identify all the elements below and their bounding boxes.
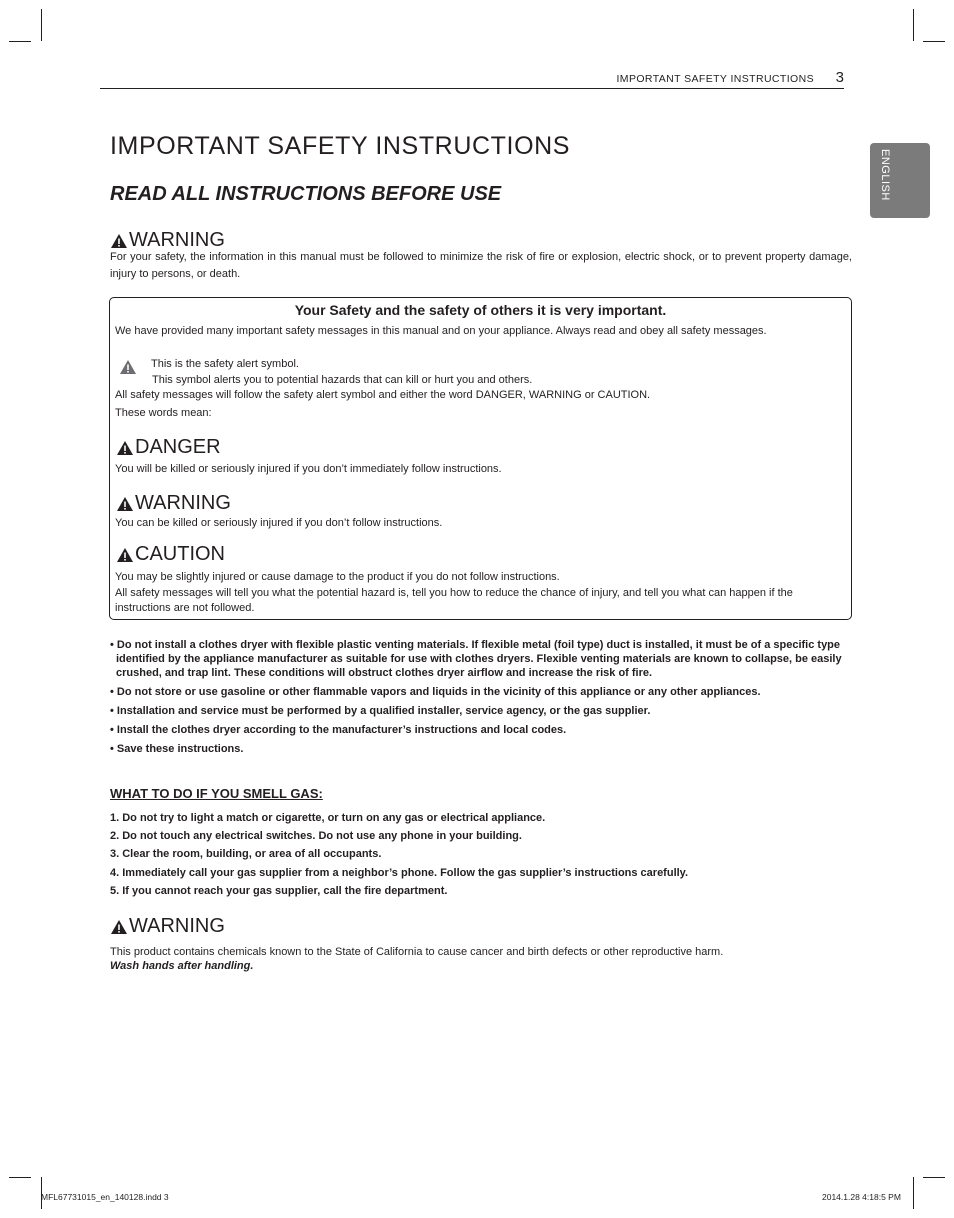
caution-heading: [116, 543, 225, 566]
list-item: 2. Do not touch any electrical switches. Do not use any phone in your building.: [110, 830, 522, 843]
safety-alert-icon: [119, 359, 137, 375]
caution-heading-text: CAUTION: [135, 543, 225, 565]
page-number: 3: [835, 69, 844, 86]
warning-intro-text: For your safety, the information in this manual must be followed to minimize the risk of fire or explosion, electric shock, or to prevent property damage, injury to persons, or death.: [110, 251, 852, 280]
prop65-warning-note: Wash hands after handling.: [110, 960, 254, 972]
prop65-warning-heading-text: WARNING: [129, 915, 225, 937]
list-item: 1. Do not try to light a match or cigarette, or turn on any gas or electrical appliance.: [110, 812, 546, 824]
safety-bullet-list: [110, 638, 845, 761]
list-item: 3. Clear the room, building, or area of all occupants.: [110, 848, 382, 861]
list-item: • Install the clothes dryer according to the manufacturer’s instructions and local codes.: [110, 724, 567, 736]
crop-mark: [9, 41, 31, 42]
symbol-description-2: This symbol alerts you to potential hazards that can kill or hurt you and others.: [152, 374, 533, 386]
prop65-warning-heading: [110, 915, 225, 938]
list-item: • Installation and service must be performed by a qualified installer, service agency, or the gas supplier.: [110, 705, 651, 717]
gas-steps-list: [110, 811, 688, 902]
warning-triangle-icon: [116, 496, 134, 512]
caution-triangle-icon: [116, 547, 134, 563]
warning-box-heading-text: WARNING: [135, 492, 231, 514]
warning-triangle-icon: [110, 919, 128, 935]
warning-heading-text: WARNING: [129, 229, 225, 251]
warning-triangle-icon: [110, 233, 128, 249]
safety-box-intro: We have provided many important safety messages in this manual and on your appliance. Always read and obey all safety messages.: [115, 325, 767, 337]
safety-box-closing: All safety messages will tell you what the potential hazard is, tell you how to reduce the chance of injury, and tell you what can happen if the instructions are not followed.: [115, 587, 793, 614]
running-header: [100, 70, 844, 89]
words-mean: These words mean:: [115, 407, 212, 419]
page-subtitle: READ ALL INSTRUCTIONS BEFORE USE: [110, 183, 502, 205]
warning-box-text: You can be killed or seriously injured if you don’t follow instructions.: [115, 517, 443, 529]
footer-timestamp: 2014.1.28 4:18:5 PM: [822, 1192, 901, 1202]
gas-section-heading: WHAT TO DO IF YOU SMELL GAS:: [110, 786, 323, 801]
list-item: • Save these instructions.: [110, 743, 244, 755]
crop-mark: [41, 9, 42, 41]
running-header-title: IMPORTANT SAFETY INSTRUCTIONS: [616, 73, 814, 85]
list-item: • Do not install a clothes dryer with flexible plastic venting materials. If flexible metal (foil type) duct is installed, it must be of a specific type identified by the appliance manufacturer as suitable for use with clothes dryers. Flexible venting materials are known to collapse, be easily crushed, and trap lint. These conditions will obstruct clothes dryer airflow and increase the risk of fire.: [110, 639, 842, 679]
language-tab[interactable]: [870, 143, 930, 218]
danger-heading: [116, 436, 221, 459]
symbol-description-1: This is the safety alert symbol.: [151, 358, 299, 370]
danger-heading-text: DANGER: [135, 436, 221, 458]
footer-file: MFL67731015_en_140128.indd 3: [41, 1192, 169, 1202]
safety-message-box: [109, 297, 852, 620]
page-title: IMPORTANT SAFETY INSTRUCTIONS: [110, 132, 571, 160]
danger-triangle-icon: [116, 440, 134, 456]
warning-box-heading: [116, 492, 231, 515]
follow-line: All safety messages will follow the safety alert symbol and either the word DANGER, WARNING or CAUTION.: [115, 389, 651, 401]
crop-mark: [9, 1177, 31, 1178]
language-tab-label: ENGLISH: [879, 149, 891, 201]
list-item: • Do not store or use gasoline or other flammable vapors and liquids in the vicinity of this appliance or any other appliances.: [110, 686, 761, 698]
prop65-warning-text: This product contains chemicals known to the State of California to cause cancer and birth defects or other reproductive harm.: [110, 946, 724, 958]
list-item: 5. If you cannot reach your gas supplier, call the fire department.: [110, 884, 448, 897]
danger-text: You will be killed or seriously injured if you don’t immediately follow instructions.: [115, 463, 502, 475]
crop-mark: [923, 1177, 945, 1178]
crop-mark: [923, 41, 945, 42]
caution-text: You may be slightly injured or cause damage to the product if you do not follow instructions.: [115, 571, 560, 583]
crop-mark: [913, 1177, 914, 1209]
crop-mark: [913, 9, 914, 41]
safety-box-heading: Your Safety and the safety of others it is very important.: [294, 302, 667, 318]
list-item: 4. Immediately call your gas supplier from a neighbor’s phone. Follow the gas supplier’s instructions carefully.: [110, 866, 689, 879]
